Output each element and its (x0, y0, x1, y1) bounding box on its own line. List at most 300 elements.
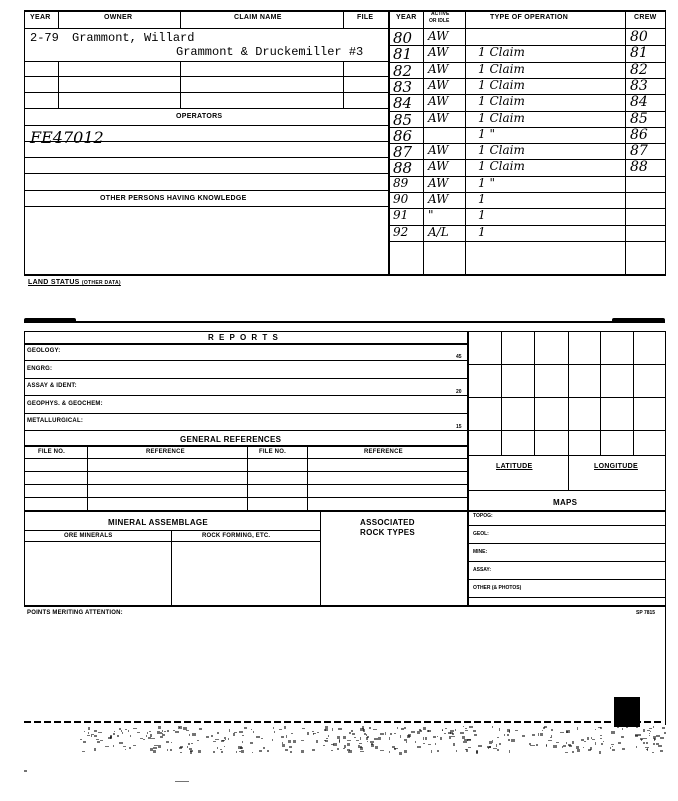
scan-speck (440, 737, 442, 740)
scan-speck (460, 732, 464, 734)
scan-speck (649, 733, 650, 734)
grid-hline (468, 430, 665, 431)
scan-speck (656, 735, 660, 737)
scan-speck (658, 745, 662, 747)
scan-speck (119, 728, 121, 730)
scan-speck (324, 740, 326, 741)
scan-speck (392, 746, 395, 748)
other-persons-title: OTHER PERSONS HAVING KNOWLEDGE (100, 195, 247, 202)
map-row-label: GEOL: (473, 531, 489, 537)
scan-speck (548, 740, 552, 741)
scan-speck (88, 727, 90, 730)
scan-speck (167, 749, 168, 751)
report-row-code: 20 (456, 389, 462, 395)
scan-speck (650, 731, 651, 732)
scan-speck (442, 730, 443, 731)
log-crew: 83 (630, 78, 648, 94)
scan-speck (97, 741, 100, 743)
report-row-label: METALLURGICAL: (27, 418, 84, 424)
scan-speck (451, 736, 455, 737)
scan-speck (636, 726, 638, 728)
associated-label: ASSOCIATED (360, 518, 415, 527)
log-crew: 87 (630, 143, 648, 159)
scan-speck (263, 747, 265, 749)
scan-speck (562, 746, 563, 748)
scan-speck (568, 744, 571, 746)
scan-speck (137, 732, 140, 733)
scan-speck (354, 737, 356, 738)
scan-speck (175, 781, 189, 782)
scan-speck (331, 750, 333, 751)
scan-speck (162, 730, 163, 732)
scan-speck (261, 738, 263, 739)
grid-vline (633, 331, 634, 455)
scan-speck (140, 738, 143, 739)
scan-speck (611, 731, 615, 734)
scan-speck (378, 737, 381, 740)
scan-speck (565, 752, 568, 753)
scan-speck (98, 732, 102, 733)
idle-header: OR IDLE (429, 18, 450, 24)
log-operation: 1 (478, 208, 486, 222)
active-header: ACTIVE (431, 11, 450, 17)
map-row-line (468, 525, 665, 526)
report-row-label: ASSAY & IDENT: (27, 383, 77, 389)
scan-speck (509, 750, 510, 753)
map-row-line (468, 597, 665, 598)
map-row-line (468, 543, 665, 544)
report-row-line (24, 430, 468, 431)
scan-speck (367, 741, 368, 742)
scan-speck (476, 751, 478, 754)
scan-speck (360, 728, 364, 731)
scan-speck (664, 732, 666, 734)
log-status: AW (428, 111, 449, 125)
scan-speck (360, 751, 364, 752)
scan-speck (129, 747, 131, 749)
scan-speck (406, 741, 407, 743)
scan-speck (588, 749, 591, 751)
scan-speck (417, 746, 421, 748)
scan-speck (463, 741, 467, 743)
log-operation: 1 Claim (478, 159, 525, 173)
owner-header: OWNER (104, 14, 133, 21)
scan-speck (499, 728, 500, 731)
scan-speck (279, 729, 282, 730)
scan-speck (536, 744, 538, 746)
scan-speck (331, 744, 334, 745)
scan-speck (643, 742, 645, 744)
scan-speck (148, 737, 151, 739)
mineral-assemblage-title: MINERAL ASSEMBLAGE (108, 518, 209, 527)
scan-speck (437, 750, 439, 752)
scan-speck (601, 743, 603, 745)
scan-speck (146, 735, 147, 737)
report-row-code: 45 (456, 354, 462, 360)
scan-speck (389, 737, 390, 740)
log-row-line (388, 241, 665, 242)
scan-speck (221, 740, 224, 742)
log-year: 86 (393, 127, 413, 145)
scan-speck (123, 746, 126, 747)
scan-speck (652, 752, 654, 753)
scan-speck (622, 748, 625, 750)
scan-speck (431, 750, 432, 753)
scan-speck (337, 748, 339, 750)
scan-speck (253, 731, 254, 733)
scan-speck (551, 729, 553, 731)
report-row-line (24, 395, 468, 396)
scan-speck (158, 745, 161, 748)
log-crew: 80 (630, 29, 648, 45)
scan-speck (577, 749, 580, 752)
scan-speck (347, 740, 351, 741)
scan-speck (653, 726, 654, 728)
scan-speck (404, 750, 407, 753)
grid-hline (468, 455, 665, 456)
log-year: 92 (393, 225, 409, 239)
scan-speck (581, 739, 584, 741)
scan-speck (394, 733, 396, 734)
scan-speck (465, 749, 467, 750)
operators-title: OPERATORS (176, 113, 223, 120)
scan-speck (349, 750, 352, 751)
grid-vline (568, 331, 569, 455)
scan-speck (133, 745, 136, 746)
scan-speck (572, 741, 574, 744)
scan-speck (83, 741, 86, 743)
scan-speck (647, 748, 648, 751)
scan-speck (399, 752, 402, 755)
log-crew: 82 (630, 62, 648, 78)
scan-speck (560, 732, 564, 733)
scan-speck (540, 733, 543, 736)
scan-speck (149, 731, 151, 732)
scan-speck (456, 750, 457, 752)
scan-speck (660, 737, 664, 739)
scan-speck (84, 731, 85, 732)
scan-speck (621, 736, 624, 738)
log-operation: 1 Claim (478, 111, 525, 125)
scan-speck (317, 732, 319, 733)
scan-speck (471, 726, 473, 728)
scan-speck (187, 746, 188, 748)
scan-speck (267, 750, 269, 752)
scan-speck (468, 739, 471, 740)
scan-speck (599, 751, 601, 754)
operator-entry: FE47012 (30, 128, 104, 147)
scan-speck (433, 736, 436, 738)
scan-speck (242, 741, 243, 743)
scan-speck (351, 730, 353, 732)
scan-speck (404, 727, 406, 729)
scan-speck (166, 741, 169, 743)
scan-speck (290, 751, 292, 753)
scan-speck (662, 727, 665, 729)
file-header: FILE (357, 14, 374, 21)
scan-speck (87, 735, 90, 736)
scan-speck (371, 743, 373, 745)
scan-speck (404, 739, 407, 741)
grid-vline (600, 331, 601, 455)
log-crew: 86 (630, 127, 648, 143)
scan-speck (197, 740, 199, 741)
ref-col-file-1: FILE NO. (38, 449, 65, 455)
scan-dash-line (24, 721, 664, 723)
scan-speck (100, 740, 103, 741)
map-row-line (468, 579, 665, 580)
scan-speck (474, 734, 477, 736)
scan-speck (592, 739, 595, 740)
scan-speck (401, 728, 404, 730)
scan-speck (94, 730, 97, 732)
scan-speck (538, 733, 539, 736)
scan-speck (229, 729, 230, 732)
scan-speck (274, 731, 275, 733)
scan-speck (206, 736, 209, 738)
log-operation: 1 Claim (478, 45, 525, 59)
scan-speck (323, 745, 325, 746)
divider-right (612, 318, 665, 323)
scan-speck (347, 743, 350, 746)
scan-speck (359, 743, 362, 744)
scan-speck (640, 738, 643, 740)
scan-speck (493, 748, 497, 749)
ore-minerals-label: ORE MINERALS (64, 533, 113, 539)
scan-speck (617, 727, 619, 728)
map-row-label: TOPOG: (473, 513, 493, 519)
log-operation: 1 Claim (478, 143, 525, 157)
scan-speck (643, 729, 645, 732)
scan-speck (544, 726, 547, 728)
log-status: AW (428, 143, 449, 157)
scan-speck (239, 751, 241, 752)
report-row-code: 15 (456, 424, 462, 430)
log-year: 81 (393, 45, 413, 63)
log-status: AW (428, 45, 449, 59)
scan-speck (622, 728, 623, 730)
scan-speck (301, 740, 304, 741)
claim-name-header: CLAIM NAME (234, 14, 282, 21)
scan-speck (282, 744, 285, 747)
scan-speck (82, 751, 85, 752)
scan-speck (191, 743, 193, 744)
scan-speck (175, 731, 179, 733)
scan-speck (423, 737, 424, 740)
scan-speck (343, 748, 345, 749)
scan-speck (600, 738, 602, 739)
log-year: 90 (393, 192, 409, 206)
scan-speck (411, 731, 415, 733)
scan-speck (507, 729, 510, 732)
scan-speck (563, 745, 566, 747)
scan-speck (610, 747, 611, 749)
scan-speck (348, 751, 352, 753)
rock-forming-label: ROCK FORMING, ETC. (202, 533, 271, 539)
scan-speck (233, 733, 235, 736)
scan-speck (225, 739, 226, 740)
scan-speck (532, 734, 535, 736)
scan-speck (566, 742, 567, 744)
log-crew: 81 (630, 45, 648, 61)
report-row-line (24, 413, 468, 414)
scan-speck (349, 732, 351, 734)
scan-speck (423, 743, 425, 744)
scan-speck (380, 750, 384, 751)
scan-speck (373, 729, 377, 730)
log-crew: 88 (630, 159, 648, 175)
scan-speck (385, 732, 386, 735)
scan-speck (343, 736, 346, 739)
scan-speck (455, 729, 456, 731)
rock-types-label: ROCK TYPES (360, 528, 416, 537)
scan-speck (153, 747, 157, 749)
scan-speck (360, 746, 362, 748)
scan-speck (469, 726, 471, 728)
log-year: 83 (393, 78, 413, 96)
scan-speck (380, 733, 384, 735)
scan-speck (468, 747, 471, 748)
points-meriting-attention-label: POINTS MERITING ATTENTION: (27, 610, 123, 616)
type-of-operation-header: TYPE OF OPERATION (490, 14, 569, 21)
scan-speck (584, 741, 586, 742)
log-year: 80 (393, 29, 413, 47)
scan-speck (425, 737, 427, 740)
log-operation: 1 Claim (478, 78, 525, 92)
scan-speck (301, 750, 304, 753)
scan-speck (224, 746, 225, 747)
scan-speck (164, 731, 166, 732)
scan-speck (288, 740, 291, 743)
scan-speck (618, 742, 621, 744)
log-operation: 1 Claim (478, 62, 525, 76)
scan-speck (649, 735, 650, 736)
scan-speck (259, 750, 262, 752)
scan-speck (128, 730, 129, 732)
scan-speck (646, 742, 648, 744)
scan-speck (530, 745, 532, 746)
log-year: 85 (393, 111, 413, 129)
scan-speck (241, 750, 244, 753)
scan-speck (160, 736, 163, 738)
grid-vline (501, 331, 502, 455)
grid-hline (468, 397, 665, 398)
land-status-label: LAND STATUS (OTHER DATA) (28, 279, 121, 286)
scan-speck (228, 738, 229, 740)
scan-speck (566, 730, 570, 733)
scan-speck (415, 741, 416, 743)
scan-speck (338, 728, 342, 730)
log-year: 88 (393, 159, 413, 177)
scan-speck (507, 734, 509, 736)
scan-speck (463, 726, 464, 727)
scan-speck (91, 735, 92, 737)
scan-speck (180, 746, 183, 748)
scan-speck (497, 749, 499, 751)
entry-owner: Grammont, Willard (72, 31, 195, 45)
log-status: AW (428, 192, 449, 206)
scan-speck (337, 736, 340, 739)
log-status: AW (428, 62, 449, 76)
scan-speck (160, 733, 163, 734)
map-row-label: MINE: (473, 549, 488, 555)
scan-speck (199, 728, 202, 730)
scan-speck (428, 744, 431, 745)
scan-speck (497, 737, 499, 738)
scan-speck (171, 742, 172, 743)
scan-speck (511, 739, 515, 742)
scan-speck (435, 743, 436, 745)
grid-hline (468, 364, 665, 365)
report-row-line (24, 360, 468, 361)
scan-speck (281, 736, 284, 738)
scan-speck (153, 750, 156, 753)
scan-speck (125, 729, 127, 730)
scan-speck (312, 731, 314, 732)
log-operation: 1 (478, 225, 486, 239)
scan-speck (647, 730, 650, 731)
scan-speck (272, 739, 273, 741)
report-row-label: GEOPHYS. & GEOCHEM: (27, 401, 103, 407)
scan-speck (178, 726, 182, 729)
scan-speck (542, 730, 543, 731)
scan-speck (626, 726, 628, 728)
report-row-line (24, 378, 468, 379)
scan-speck (390, 733, 392, 735)
log-year: 87 (393, 143, 413, 161)
scan-speck (215, 739, 219, 740)
scan-speck (198, 750, 201, 753)
scan-speck (324, 729, 326, 731)
scan-speck (157, 731, 160, 734)
scan-speck (302, 728, 305, 729)
scan-speck (551, 735, 552, 738)
scan-speck (595, 742, 596, 745)
map-row-label: ASSAY: (473, 567, 492, 573)
scan-speck (221, 751, 223, 753)
scan-speck (189, 734, 190, 736)
scan-speck (117, 735, 119, 737)
scan-speck (125, 749, 126, 750)
scan-speck (240, 747, 243, 749)
scan-speck (313, 733, 316, 734)
scan-speck (643, 738, 647, 739)
scan-speck (473, 730, 476, 732)
scan-speck (487, 746, 491, 748)
entry-claim-name: Grammont & Druckemiller #3 (176, 45, 364, 59)
scan-speck (492, 726, 493, 728)
scan-speck (114, 731, 115, 732)
scan-speck (332, 728, 333, 731)
scan-speck (427, 730, 429, 732)
scan-speck (244, 727, 247, 729)
scan-speck (217, 747, 218, 749)
log-operation: 1 Claim (478, 94, 525, 108)
scan-speck (170, 749, 172, 751)
scan-speck (587, 737, 589, 740)
scan-speck (360, 737, 361, 740)
scan-speck (375, 746, 378, 749)
scan-speck (88, 732, 89, 734)
scan-speck (496, 744, 497, 747)
scan-speck (273, 727, 274, 729)
general-references-title: GENERAL REFERENCES (180, 435, 282, 444)
scan-speck (577, 727, 578, 730)
log-status: AW (428, 94, 449, 108)
scan-speck (453, 743, 455, 746)
scan-speck (147, 732, 148, 734)
scan-speck (256, 736, 260, 738)
